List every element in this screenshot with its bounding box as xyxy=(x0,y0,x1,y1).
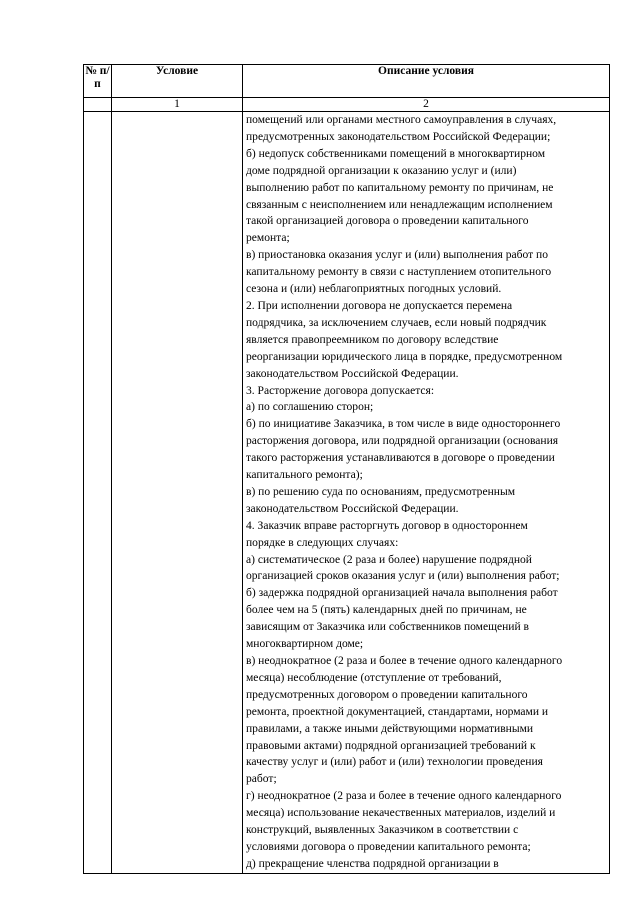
description-text xyxy=(243,112,609,873)
numbering-cell-empty xyxy=(84,98,112,112)
description-line: капитальному ремонту в связи с наступлением отопительного xyxy=(246,266,552,279)
description-line: в) неоднократное (2 раза и более в течение одного календарного xyxy=(246,655,563,667)
description-line: правилами, а также иными действующими нормативными xyxy=(246,722,534,735)
numbering-cell-description: 2 xyxy=(243,98,610,112)
description-line: связанным с неисполнением или ненадлежащим исполнением xyxy=(246,198,553,211)
description-line: помещений или органами местного самоуправления в случаях, xyxy=(246,114,557,126)
conditions-table xyxy=(83,64,610,874)
description-line: подрядчика, за исключением случаев, если новый подрядчик xyxy=(246,316,547,329)
description-line: предусмотренных законодательством Российской Федерации; xyxy=(246,130,551,143)
description-line: порядке в следующих случаях: xyxy=(246,536,399,549)
number-cell xyxy=(84,112,112,874)
description-line: доме подрядной организации к оказанию услуг и (или) xyxy=(246,164,517,177)
header-condition: Условие xyxy=(112,65,243,98)
description-line: такого расторжения устанавливаются в договоре о проведении xyxy=(246,452,555,465)
header-number: № п/п xyxy=(84,65,112,98)
description-line: б) недопуск собственниками помещений в многоквартирном xyxy=(246,147,546,160)
description-line: правовыми актами) подрядной организацией требований к xyxy=(246,739,536,752)
description-line: б) задержка подрядной организацией начала выполнения работ xyxy=(246,587,558,600)
description-line: реорганизации юридического лица в порядке, предусмотренном xyxy=(246,350,563,363)
description-line: а) по соглашению сторон; xyxy=(246,401,374,414)
description-line: такой организацией договора о проведении капитального xyxy=(246,215,529,228)
header-description: Описание условия xyxy=(243,65,610,98)
description-line: расторжения договора, или подрядной организации (основания xyxy=(246,435,559,448)
description-line: условиями договора о проведении капитального ремонта; xyxy=(246,840,531,853)
table-header-row xyxy=(84,65,610,98)
description-line: качеству услуг и (или) работ и (или) технологии проведения xyxy=(246,756,543,769)
description-line: 4. Заказчик вправе расторгнуть договор в одностороннем xyxy=(246,519,528,532)
description-line: конструкций, выявленных Заказчиком в соответствии с xyxy=(246,824,519,837)
description-line: месяца) несоблюдение (отступление от требований, xyxy=(246,671,502,684)
description-line: организацией сроков оказания услуг и (или) выполнения работ; xyxy=(246,570,560,583)
description-line: месяца) использование некачественных материалов, изделий и xyxy=(246,807,556,820)
description-line: многоквартирном доме; xyxy=(246,638,364,651)
description-line: ремонта; xyxy=(246,232,290,245)
description-line: б) по инициативе Заказчика, в том числе в виде одностороннего xyxy=(246,418,561,431)
description-line: капитального ремонта); xyxy=(246,469,363,482)
description-line: является правопреемником по договору вследствие xyxy=(246,333,499,346)
description-line: а) систематическое (2 раза и более) нарушение подрядной xyxy=(246,553,532,566)
description-line: 3. Расторжение договора допускается: xyxy=(246,384,435,397)
description-line: законодательством Российской Федерации. xyxy=(246,367,459,380)
description-line: законодательством Российской Федерации. xyxy=(246,502,459,515)
description-line: зависящим от Заказчика или собственников помещений в xyxy=(246,621,529,634)
column-numbering-row xyxy=(84,98,610,112)
description-line: в) приостановка оказания услуг и (или) выполнения работ по xyxy=(246,249,548,262)
description-line: д) прекращение членства подрядной организации в xyxy=(246,857,499,870)
numbering-cell-condition: 1 xyxy=(112,98,243,112)
table-body-row xyxy=(84,112,610,874)
description-line: ремонта, проектной документацией, стандартами, нормами и xyxy=(246,705,549,718)
description-line: работ; xyxy=(246,773,277,786)
description-line: 2. При исполнении договора не допускается перемена xyxy=(246,299,513,312)
condition-cell xyxy=(112,112,243,874)
description-line: предусмотренных договором о проведении капитального xyxy=(246,688,528,701)
description-line: сезона и (или) неблагоприятных погодных условий. xyxy=(246,283,502,296)
description-line: г) неоднократное (2 раза и более в течение одного календарного xyxy=(246,790,562,803)
description-line: более чем на 5 (пять) календарных дней по причинам, не xyxy=(246,604,527,617)
description-line: выполнению работ по капитальному ремонту по причинам, не xyxy=(246,181,554,194)
description-cell xyxy=(243,112,610,874)
description-line: в) по решению суда по основаниям, предусмотренным xyxy=(246,485,516,498)
